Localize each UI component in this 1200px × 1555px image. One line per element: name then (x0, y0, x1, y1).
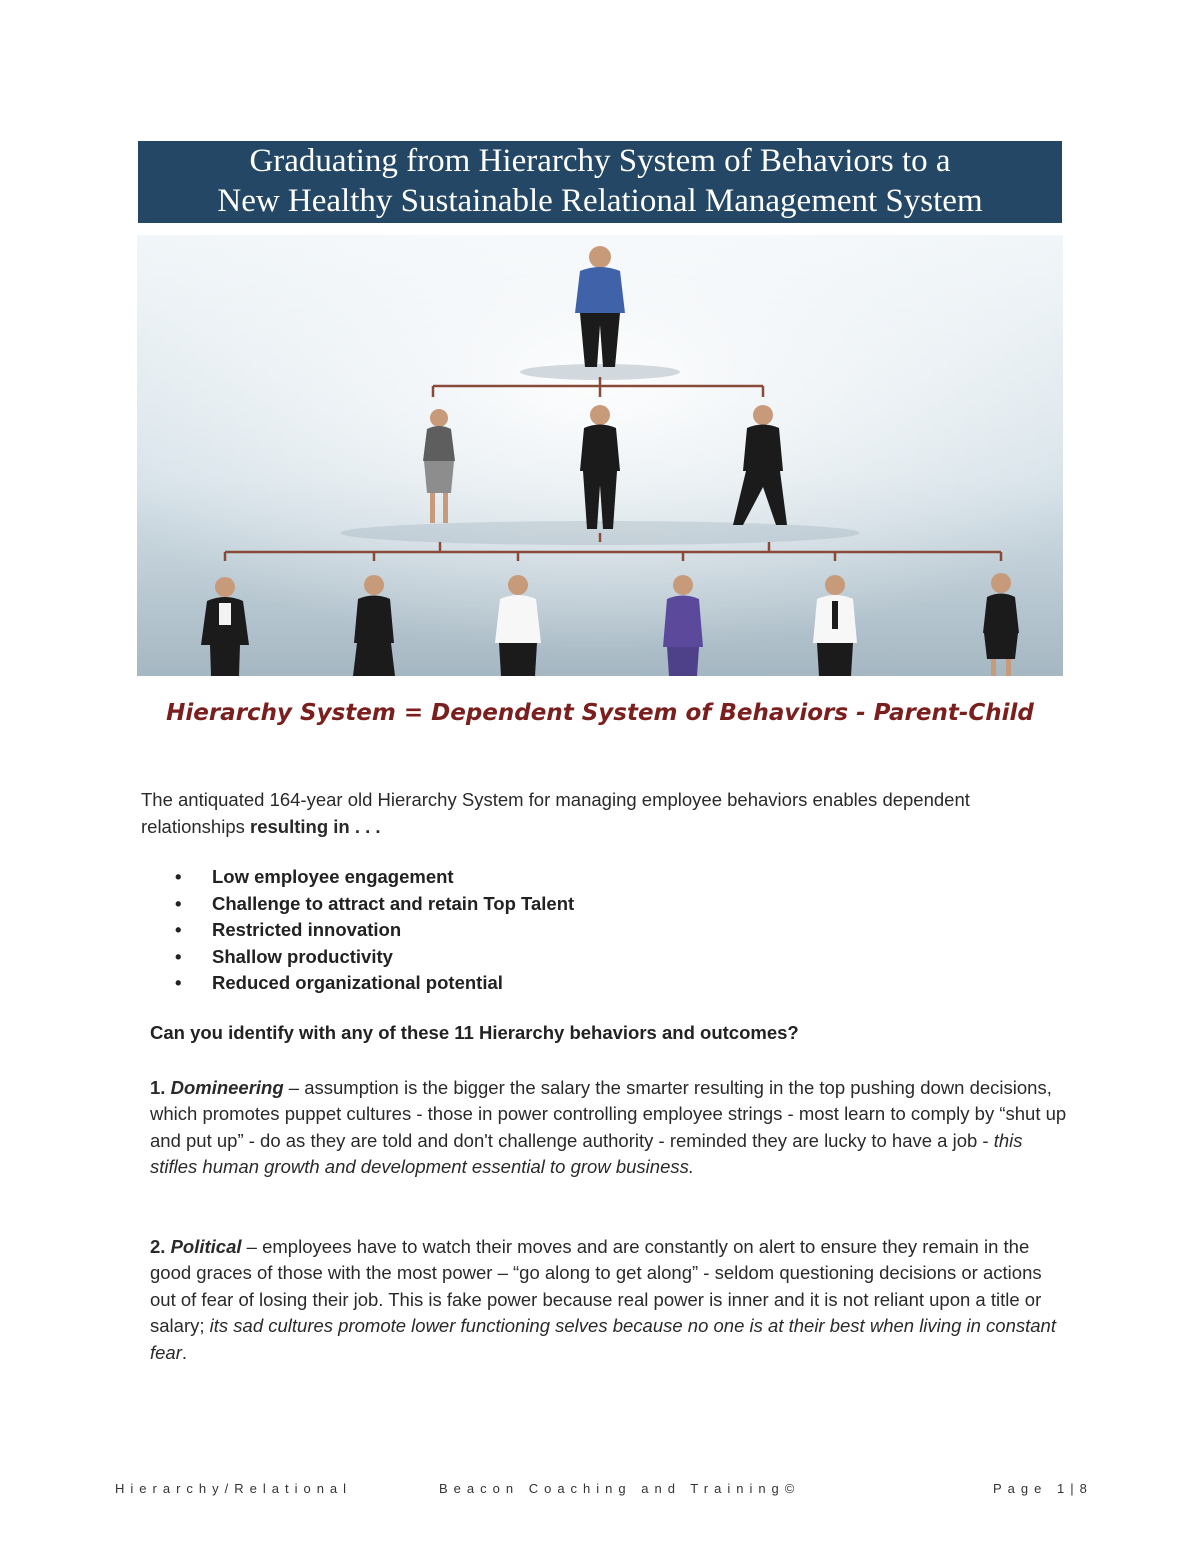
item-term: Political (170, 1236, 242, 1257)
section-subtitle: Hierarchy System = Dependent System of Behaviors - Parent-Child (166, 700, 1034, 726)
behavior-item-2 (150, 1234, 1070, 1366)
item-italic: this stifles human growth and development essential to grow business. (150, 1129, 1023, 1178)
intro-text: The antiquated 164-year old Hierarchy System for managing employee behaviors enables dependent relationships (141, 789, 970, 837)
list-item: • Reduced organizational potential (170, 970, 574, 997)
footer-page-number: Page 1|8 (993, 1481, 1093, 1496)
org-chart-people-icon (137, 235, 1063, 676)
list-item: • Challenge to attract and retain Top Talent (170, 891, 574, 918)
list-item: • Low employee engagement (170, 864, 574, 891)
outcome-list (170, 864, 574, 997)
item-text: – assumption is the bigger the salary the smarter resulting in the top pushing down decisions, which promotes puppet cultures - those in power controlling employee strings - most learn to comply by “shut up and put up” - do as they are told and don't challenge authority - reminded they are lucky to have a job - (150, 1077, 1067, 1151)
list-item: • Restricted innovation (170, 917, 574, 944)
item-term: Domineering (170, 1077, 284, 1098)
intro-paragraph (141, 786, 1061, 840)
behavior-item-1 (150, 1075, 1070, 1181)
title-banner (138, 141, 1062, 223)
list-item: • Shallow productivity (170, 944, 574, 971)
item-italic: its sad cultures promote lower functioning selves because no one is at their best when living in constant fear (150, 1315, 1056, 1363)
item-number: 1. (150, 1077, 166, 1098)
footer-center: Beacon Coaching and Training© (439, 1481, 801, 1496)
item-number: 2. (150, 1236, 166, 1257)
intro-bold: resulting in . . . (250, 816, 381, 837)
question-heading: Can you identify with any of these 11 Hierarchy behaviors and outcomes? (150, 1022, 799, 1043)
title-line-1: Graduating from Hierarchy System of Behaviors to a (249, 143, 951, 179)
title-line-2: New Healthy Sustainable Relational Management System (217, 183, 983, 219)
footer-left: Hierarchy/Relational (115, 1481, 353, 1496)
item-text: – employees have to watch their moves and are constantly on alert to ensure they remain in the good graces of those with the most power – “go along to get along” - seldom questioning decisions or actions out of fear of losing their job. This is fake power because real power is inner and it is not reliant upon a title or salary; (150, 1236, 1042, 1337)
item-tail: . (181, 1341, 188, 1363)
